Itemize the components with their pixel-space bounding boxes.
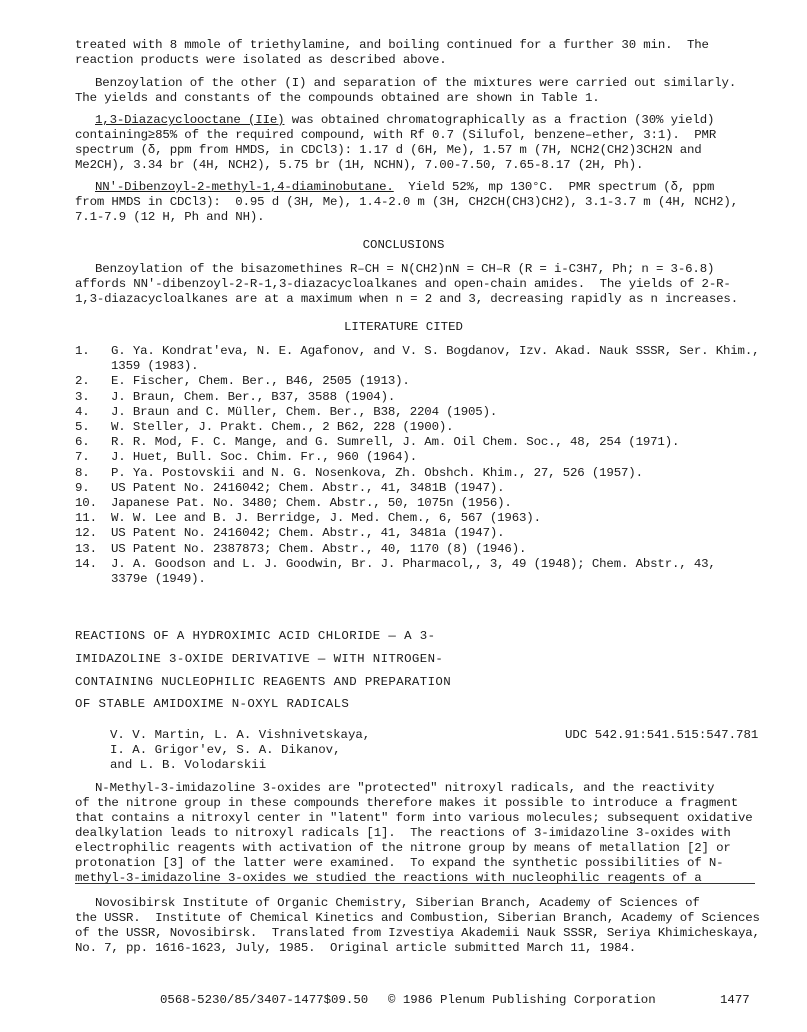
abstract-line: protonation [3] of the latter were examined. To expand the synthetic possibilities of N- (75, 856, 724, 870)
abstract-line: dealkylation leads to nitroxyl radicals [1]. The reactions of 3-imidazoline 3-oxides with (75, 826, 731, 840)
body-text-line: The yields and constants of the compounds obtained are shown in Table 1. (75, 91, 600, 105)
footnote-line: the USSR. Institute of Chemical Kinetics and Combustion, Siberian Branch, Academy of Sciences (75, 911, 760, 925)
abstract-line: that contains a nitroxyl center in "latent" form into various molecules; subsequent oxidative (75, 811, 753, 825)
author-line: V. V. Martin, L. A. Vishnivetskaya, (110, 728, 371, 742)
reference-entry (75, 390, 395, 405)
reference-text: US Patent No. 2416042; Chem. Abstr., 41, 3481B (1947). (111, 480, 505, 495)
article-title-line: OF STABLE AMIDOXIME N-OXYL RADICALS (75, 697, 350, 711)
reference-number: 3. (75, 389, 90, 404)
reference-text: P. Ya. Postovskii and N. G. Nosenkova, Zh. Obshch. Khim., 27, 526 (1957). (111, 465, 643, 480)
reference-text: J. Braun and C. Müller, Chem. Ber., B38, 2204 (1905). (111, 404, 498, 419)
reference-number: 7. (75, 450, 90, 465)
compound-name: NN'-Dibenzoyl-2-methyl-1,4-diaminobutane. (95, 180, 394, 194)
abstract-line: methyl-3-imidazoline 3-oxides we studied the reactions with nucleophilic reagents of a (75, 871, 702, 885)
reference-entry (75, 496, 512, 511)
footnote-line: of the USSR, Novosibirsk. Translated from Izvestiya Akademii Nauk SSSR, Seriya Khimicheskaya, (75, 926, 760, 940)
body-text-line: reaction products were isolated as described above. (75, 53, 447, 67)
reference-entry (75, 420, 453, 435)
abstract-line: of the nitrone group in these compounds therefore makes it possible to introduce a fragment (75, 796, 738, 810)
reference-entry (75, 344, 759, 359)
body-text-line: containing≥85% of the required compound, with Rf 0.7 (Silufol, benzene–ether, 3:1). PMR (75, 128, 717, 142)
reference-text: E. Fischer, Chem. Ber., B46, 2505 (1913). (111, 374, 410, 389)
abstract-line: N-Methyl-3-imidazoline 3-oxides are "protected" nitroxyl radicals, and the reactivity (95, 781, 715, 795)
body-text-line: 7.1-7.9 (12 H, Ph and NH). (75, 210, 265, 224)
copyright-notice: © 1986 Plenum Publishing Corporation (388, 993, 656, 1007)
reference-entry (75, 511, 541, 526)
reference-number: 5. (75, 420, 90, 434)
reference-entry (75, 526, 504, 541)
reference-number: 8. (75, 465, 90, 480)
reference-number: 10. (75, 496, 97, 510)
footnote-line: No. 7, pp. 1616-1623, July, 1985. Original article submitted March 11, 1984. (75, 941, 636, 955)
reference-text: J. Braun, Chem. Ber., B37, 3588 (1904). (111, 389, 396, 404)
reference-entry (75, 542, 526, 557)
reference-entry (75, 466, 643, 481)
article-title-line: CONTAINING NUCLEOPHILIC REAGENTS AND PREPARATION (75, 675, 452, 689)
footnote-divider (75, 883, 755, 884)
footnote-line: Novosibirsk Institute of Organic Chemistry, Siberian Branch, Academy of Sciences of (95, 896, 700, 910)
reference-number: 6. (75, 435, 90, 450)
reference-number: 2. (75, 374, 90, 389)
page-number: 1477 (720, 993, 750, 1007)
body-text: Yield 52%, mp 130°C. PMR spectrum (δ, ppm (393, 180, 715, 194)
reference-entry (75, 435, 679, 450)
reference-continuation: 1359 (1983). (111, 359, 199, 374)
conclusions-line: affords NN'-dibenzoyl-2-R-1,3-diazacycloalkanes and open-chain amides. The yields of 2-R- (75, 277, 731, 291)
article-code: 0568-5230/85/3407-1477$09.50 (160, 993, 369, 1007)
reference-text: US Patent No. 2416042; Chem. Abstr., 41, 3481a (1947). (111, 526, 505, 541)
udc-code: UDC 542.91:541.515:547.781 (565, 728, 759, 742)
conclusions-heading: CONCLUSIONS (362, 238, 445, 252)
body-text-line: Benzoylation of the other (I) and separation of the mixtures were carried out similarly. (95, 76, 737, 90)
body-text-line: treated with 8 mmole of triethylamine, and boiling continued for a further 30 min. The (75, 38, 709, 52)
compound-name: 1,3-Diazacyclooctane (IIe) (95, 113, 285, 127)
literature-heading: LITERATURE CITED (344, 320, 463, 334)
reference-number: 12. (75, 526, 97, 541)
reference-entry (75, 450, 417, 465)
reference-number: 9. (75, 480, 90, 495)
article-title-line: REACTIONS OF A HYDROXIMIC ACID CHLORIDE — A 3- (75, 629, 436, 643)
reference-entry (75, 481, 504, 496)
reference-entry (75, 374, 410, 389)
reference-text: J. A. Goodson and L. J. Goodwin, Br. J. Pharmacol,, 3, 49 (1948); Chem. Abstr., 43, (111, 556, 716, 571)
body-text: was obtained chromatographically as a fraction (30% yield) (284, 113, 715, 127)
author-line: and L. B. Volodarskii (110, 758, 267, 772)
body-text-line: Me2CH), 3.34 br (4H, NCH2), 5.75 br (1H, NCHN), 7.00-7.50, 7.65-8.17 (2H, Ph). (75, 158, 644, 172)
reference-text: J. Huet, Bull. Soc. Chim. Fr., 960 (1964). (111, 450, 417, 465)
reference-text: W. Steller, J. Prakt. Chem., 2 B62, 228 (1900). (111, 420, 454, 434)
body-text-line (95, 180, 714, 195)
reference-number: 4. (75, 404, 90, 419)
reference-entry (75, 405, 497, 420)
reference-number: 14. (75, 556, 97, 571)
reference-text: R. R. Mod, F. C. Mange, and G. Sumrell, J. Am. Oil Chem. Soc., 48, 254 (1971). (111, 435, 680, 450)
body-text-line (95, 113, 714, 128)
body-text-line: from HMDS in CDCl3): 0.95 d (3H, Me), 1.4-2.0 m (3H, CH2CH(CH3)CH2), 3.1-3.7 m (4H, NCH2), (75, 195, 738, 209)
abstract-line: electrophilic reagents with activation of the nitrone group by means of metallation [2] or (75, 841, 731, 855)
reference-continuation: 3379e (1949). (111, 572, 206, 586)
reference-text: Japanese Pat. No. 3480; Chem. Abstr., 50, 1075n (1956). (111, 496, 512, 510)
reference-text: US Patent No. 2387873; Chem. Abstr., 40, 1170 (8) (1946). (111, 541, 527, 556)
conclusions-line: Benzoylation of the bisazomethines R–CH = N(CH2)nN = CH–R (R = i-C3H7, Ph; n = 3-6.8) (95, 262, 715, 276)
conclusions-line: 1,3-diazacycloalkanes are at a maximum when n = 2 and 3, decreasing rapidly as n increases. (75, 292, 738, 306)
reference-text: W. W. Lee and B. J. Berridge, J. Med. Chem., 6, 567 (1963). (111, 511, 541, 526)
reference-number: 11. (75, 511, 97, 526)
reference-number: 13. (75, 541, 97, 556)
reference-number: 1. (75, 344, 90, 358)
author-line: I. A. Grigor'ev, S. A. Dikanov, (110, 743, 341, 757)
reference-entry (75, 557, 716, 572)
body-text-line: spectrum (δ, ppm from HMDS, in CDCl3): 1.17 d (6H, Me), 1.57 m (7H, NCH2(CH2)3CH2N and (75, 143, 702, 157)
article-title-line: IMIDAZOLINE 3-OXIDE DERIVATIVE — WITH NITROGEN- (75, 652, 444, 666)
reference-text: G. Ya. Kondrat'eva, N. E. Agafonov, and V. S. Bogdanov, Izv. Akad. Nauk SSSR, Ser. Khim., (111, 344, 760, 358)
